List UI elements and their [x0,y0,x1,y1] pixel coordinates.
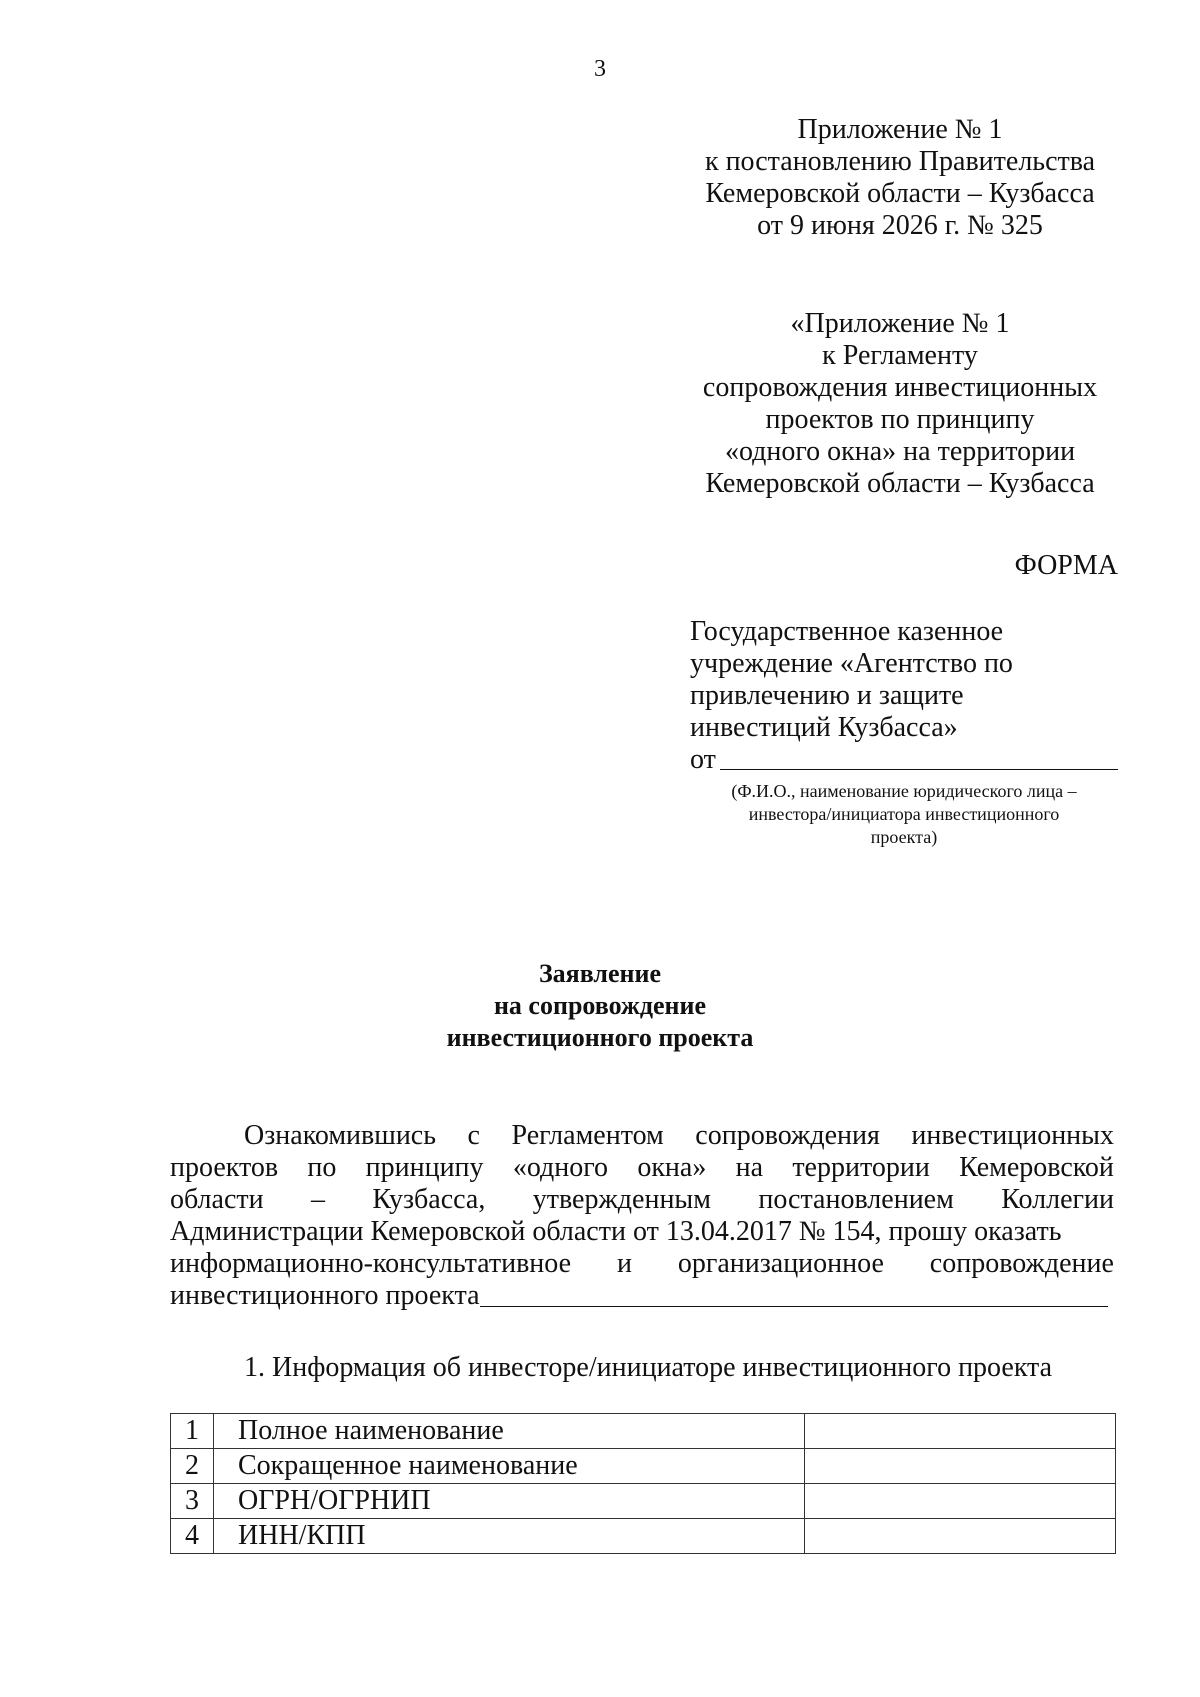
row-number: 1 [171,1414,214,1449]
from-caption-line: инвестора/инициатора инвестиционного [748,804,1060,824]
annex-reglament-line: сопровождения инвестиционных [702,372,1098,403]
statement-title-line: инвестиционного проекта [446,1023,754,1052]
paragraph-line-text: Администрации Кемеровской области от 13.04.2017 № 154, прошу оказать [170,1216,1062,1247]
recipient-line: привлечению и защите [690,680,964,711]
row-value-cell[interactable] [805,1449,1116,1484]
word: проектов [170,1152,279,1183]
from-caption-line: проекта) [870,827,938,847]
word: сопровождения [695,1120,880,1151]
investor-info-table [170,1413,1116,1554]
annex-header-line: к постановлению Правительства [704,146,1096,177]
word: территории [792,1152,930,1183]
recipient-line: Государственное казенное [690,616,1004,647]
annex-header [680,114,1120,242]
annex-reglament-line: к Регламенту [822,340,978,371]
recipient-block [690,616,1013,744]
statement-title-line: на сопровождение [493,991,707,1020]
word: Кузбасса, [372,1184,486,1215]
recipient-line: инвестиций Кузбасса» [690,712,958,743]
word: с [467,1120,480,1151]
word: – [311,1184,325,1215]
paragraph-line [170,1248,1114,1280]
word: организационное [677,1248,884,1279]
row-value-cell[interactable] [805,1519,1116,1554]
word: на [735,1152,764,1183]
row-label: Сокращенное наименование [214,1449,805,1484]
annex-reglament-line: «одного окна» на территории [724,436,1076,467]
section-heading: 1. Информация об инвесторе/инициаторе инвестиционного проекта [244,1352,1053,1383]
row-number: 4 [171,1519,214,1554]
from-word: от [690,744,716,775]
row-number: 2 [171,1449,214,1484]
paragraph-line-text: инвестиционного проекта [170,1280,480,1311]
from-caption [690,780,1118,849]
from-line [690,744,1118,778]
annex-reglament [680,308,1120,500]
paragraph-line [170,1280,1114,1312]
annex-header-line: от 9 июня 2026 г. № 325 [757,210,1043,241]
annex-reglament-line: проектов по принципу [765,404,1035,435]
project-name-blank-field[interactable] [480,1280,1108,1307]
paragraph-line [170,1184,1114,1216]
word: «одного [512,1152,609,1183]
word: окна» [637,1152,707,1183]
statement-title [0,958,1200,1054]
word: Кемеровской [959,1152,1114,1183]
row-value-cell[interactable] [805,1414,1116,1449]
table-row [171,1449,1116,1484]
word: принципу [365,1152,484,1183]
row-label: Полное наименование [214,1414,805,1449]
row-number: 3 [171,1484,214,1519]
recipient-line: учреждение «Агентство по [690,648,1013,679]
word: информационно-консультативное [170,1248,572,1279]
annex-reglament-line: «Приложение № 1 [790,308,1010,339]
word: Регламентом [511,1120,664,1151]
row-label: ИНН/КПП [214,1519,805,1554]
paragraph-line [170,1216,1114,1248]
page-number: 3 [594,56,606,82]
word: инвестиционных [911,1120,1114,1151]
table-row [171,1484,1116,1519]
word: по [307,1152,337,1183]
word: Ознакомившись [244,1120,437,1151]
annex-header-line: Кемеровской области – Кузбасса [705,178,1095,209]
body-paragraph [170,1120,1114,1312]
word: области [170,1184,264,1215]
from-caption-line: (Ф.И.О., наименование юридического лица – [731,781,1077,801]
word: Коллегии [1001,1184,1114,1215]
row-value-cell[interactable] [805,1484,1116,1519]
row-label: ОГРН/ОГРНИП [214,1484,805,1519]
word: и [616,1248,632,1279]
paragraph-line [170,1120,1114,1152]
annex-header-line: Приложение № 1 [797,114,1003,145]
table-row [171,1414,1116,1449]
from-blank-field[interactable] [720,769,1118,770]
word: сопровождение [929,1248,1114,1279]
statement-title-line: Заявление [538,959,662,988]
paragraph-line [170,1152,1114,1184]
word: постановлением [758,1184,954,1215]
table-row [171,1519,1116,1554]
form-label: ФОРМА [1014,550,1118,581]
annex-reglament-line: Кемеровской области – Кузбасса [705,468,1095,499]
word: утвержденным [532,1184,711,1215]
